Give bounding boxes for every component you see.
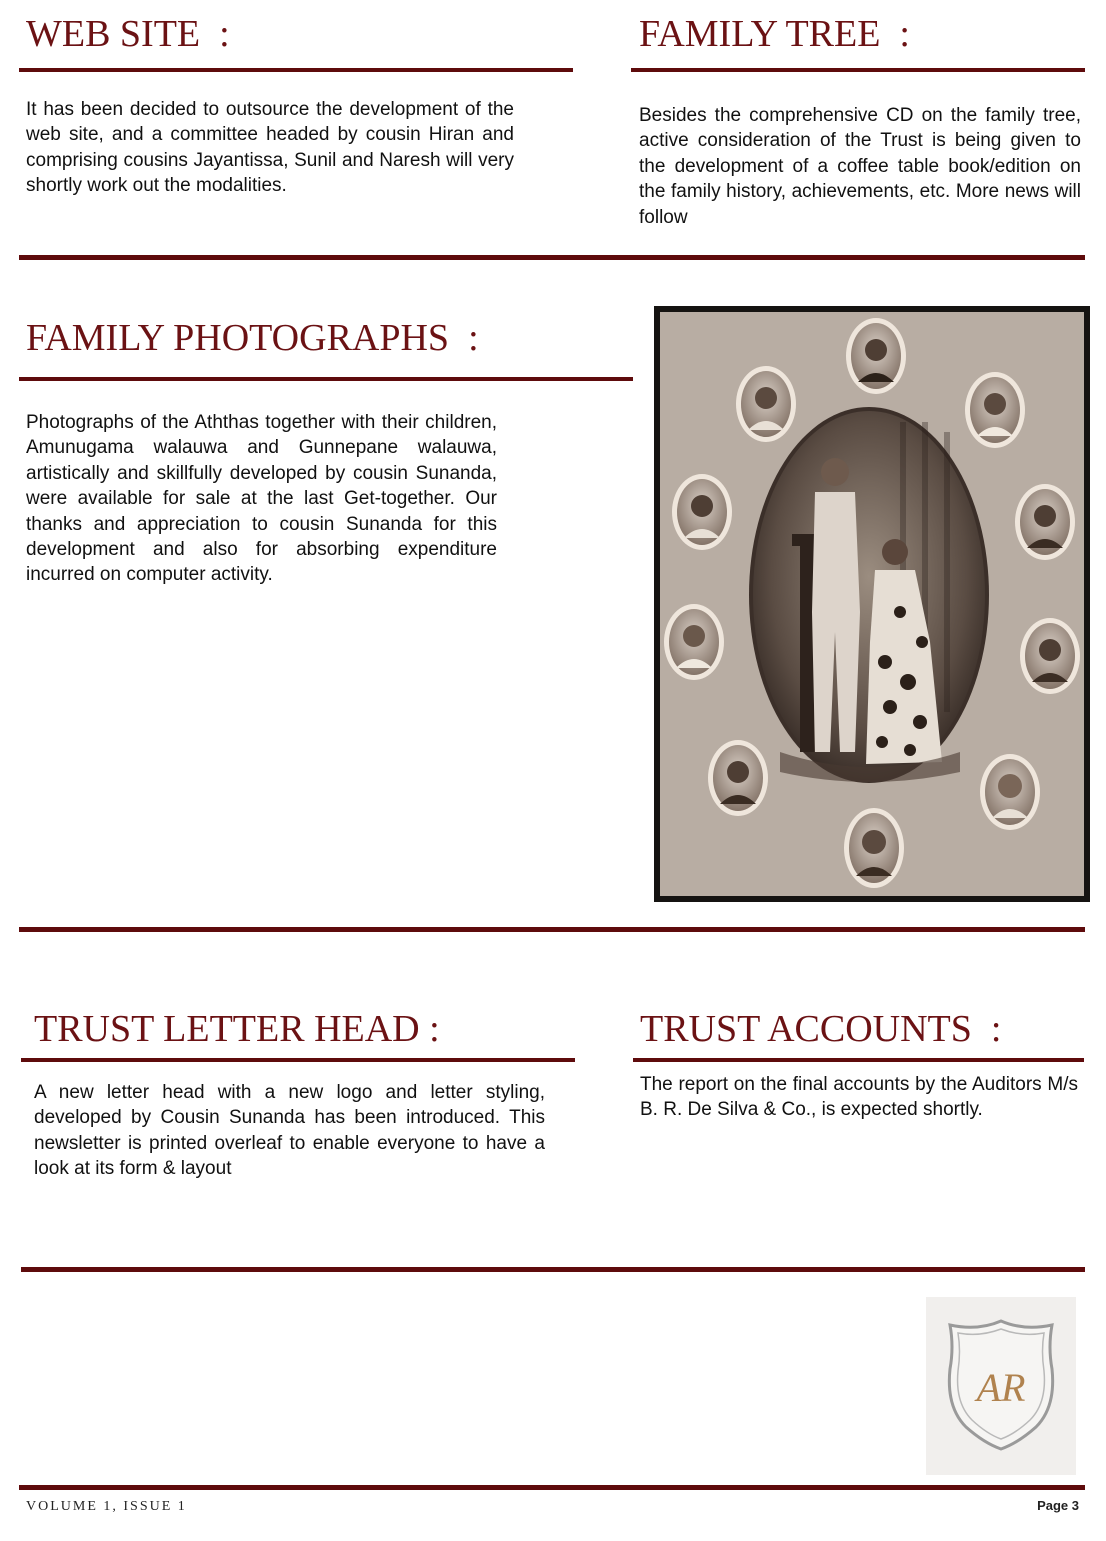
family-tree-body: Besides the comprehensive CD on the family tree, active consideration of the Trust is being given to the development of a coffee table book/edition on the family history, achievements, etc. More news will follow: [639, 105, 1081, 228]
trust-letter-head-body: A new letter head with a new logo and letter styling, developed by Cousin Sunanda has been introduced. This newsletter is printed overleaf to enable everyone to have a look at its form & layout: [34, 1082, 545, 1180]
footer-rule: [19, 1485, 1085, 1490]
crest-monogram: AR: [976, 1365, 1026, 1410]
family-photographs-rule: [19, 377, 633, 381]
section-divider: [19, 255, 1085, 260]
family-tree-heading: FAMILY TREE :: [639, 13, 910, 55]
family-tree-rule: [631, 68, 1085, 72]
family-photo-image: [660, 312, 1084, 896]
trust-accounts-body: The report on the final accounts by the Auditors M/s B. R. De Silva & Co., is expected shortly.: [640, 1074, 1078, 1121]
family-photographs-heading: FAMILY PHOTOGRAPHS :: [26, 317, 479, 359]
trust-letter-head-heading: TRUST LETTER HEAD :: [34, 1008, 440, 1050]
trust-accounts-rule: [633, 1058, 1084, 1062]
section-divider: [21, 1267, 1085, 1272]
family-photographs-body: Photographs of the Aththas together with their children, Amunugama walauwa and Gunnepane walauwa, artistically and skillfully developed by cousin Sunanda, were available for sale at the last Get-together. Our thanks and appreciation to cousin Sunanda for this development and also for absorbing expenditure incurred on computer activity.: [26, 412, 497, 586]
trust-accounts-heading: TRUST ACCOUNTS :: [640, 1008, 1002, 1050]
section-divider: [19, 927, 1085, 932]
web-site-body: It has been decided to outsource the development of the web site, and a committee headed by cousin Hiran and comprising cousins Jayantissa, Sunil and Naresh will very shortly work out the modalities.: [26, 99, 514, 197]
crest-shield-icon: [926, 1297, 1076, 1475]
web-site-heading: WEB SITE :: [26, 13, 230, 55]
web-site-rule: [19, 68, 573, 72]
footer-page-number: Page 3: [1037, 1498, 1079, 1513]
footer-volume-issue: VOLUME 1, ISSUE 1: [26, 1499, 187, 1514]
trust-letter-head-rule: [21, 1058, 575, 1062]
crest-logo: [926, 1297, 1076, 1475]
family-photo: [654, 306, 1090, 902]
